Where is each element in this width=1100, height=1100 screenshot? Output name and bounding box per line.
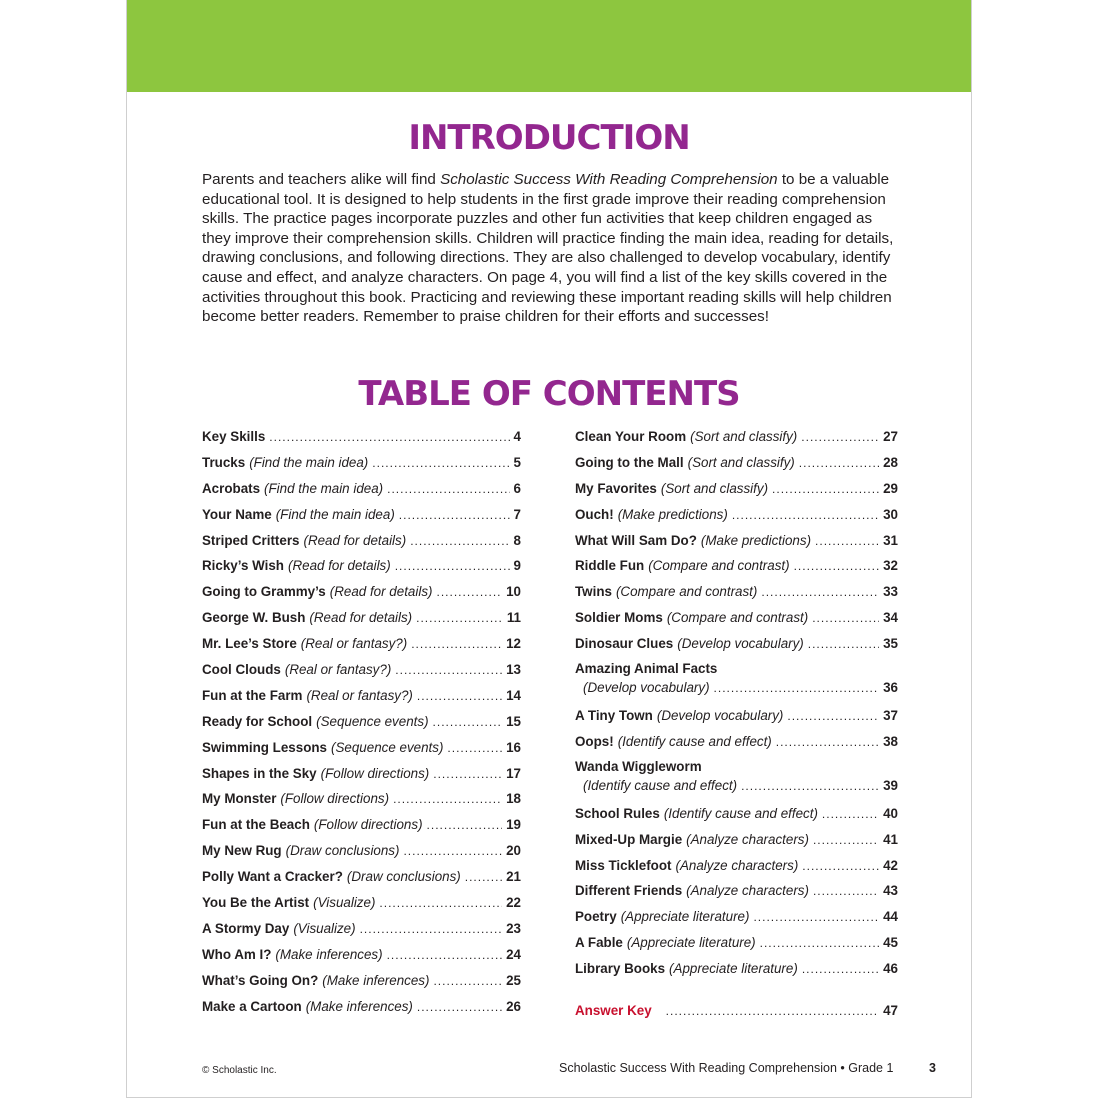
toc-leader-dots: [776, 730, 879, 756]
toc-leader-dots: [379, 891, 502, 917]
toc-entry-title: Miss Ticklefoot: [575, 857, 672, 873]
toc-entry: [575, 904, 898, 930]
toc-entry: [202, 657, 521, 683]
toc-entry-title: Going to the Mall: [575, 454, 684, 470]
toc-entry-line: [202, 528, 521, 554]
toc-entry-line: [575, 878, 898, 904]
toc-entry-line: [202, 631, 521, 657]
toc-entry-title: Ready for School: [202, 713, 313, 729]
toc-entry: [575, 528, 898, 554]
toc-leader-dots: [387, 943, 503, 969]
toc-entry-page: 6: [513, 480, 521, 496]
toc-entry-skill: (Develop vocabulary): [583, 680, 710, 696]
toc-leader-dots: [801, 425, 879, 451]
toc-entry-line: [202, 424, 521, 450]
toc-leader-dots: [417, 995, 502, 1021]
toc-entry-page: 22: [506, 895, 521, 911]
toc-entry-line: [202, 994, 521, 1020]
toc-entry: [202, 968, 521, 994]
toc-entry: [202, 890, 521, 916]
toc-entry-page: 23: [506, 920, 521, 936]
toc-entry-page: 41: [883, 831, 898, 847]
toc-leader-dots: [395, 554, 510, 580]
toc-entry-title: Riddle Fun: [575, 558, 645, 574]
toc-entry-line: [202, 864, 521, 890]
toc-leader-dots: [393, 787, 502, 813]
toc-entry: [575, 605, 898, 631]
toc-entry-page: 45: [883, 935, 898, 951]
toc-entry-title: George W. Bush: [202, 610, 306, 626]
toc-leader-dots: [387, 477, 509, 503]
toc-entry-skill: (Sequence events): [316, 713, 429, 729]
toc-entry-line: [202, 838, 521, 864]
header-bar: [127, 0, 971, 92]
toc-entry: [575, 703, 898, 729]
toc-entry: [202, 528, 521, 554]
toc-entry-page: 17: [506, 765, 521, 781]
toc-entry-skill: (Draw conclusions): [346, 869, 461, 885]
toc-entry-skill: (Draw conclusions): [285, 843, 400, 859]
toc-entry-skill: (Read for details): [303, 532, 407, 548]
toc-entry-line: [202, 657, 521, 683]
toc-leader-dots: [822, 802, 879, 828]
toc-entry-skill: (Read for details): [329, 584, 433, 600]
toc-leader-dots: [787, 704, 879, 730]
toc-entry-page: 27: [883, 429, 898, 444]
toc-entry: [202, 631, 521, 657]
toc-entry-line: [202, 890, 521, 916]
toc-leader-dots: [794, 554, 880, 580]
toc-entry-page: 38: [883, 733, 898, 749]
toc-entry-line: [575, 904, 898, 930]
toc-entry-line: [575, 424, 898, 450]
toc-entry-skill: (Make inferences): [305, 998, 413, 1014]
toc-entry-skill: (Find the main idea): [275, 506, 395, 522]
toc-leader-dots: [761, 580, 879, 606]
toc-leader-dots: [399, 503, 510, 529]
toc-entry-skill: (Visualize): [293, 920, 356, 936]
toc-entry-title: Make a Cartoon: [202, 998, 302, 1014]
toc-entry-title: Mixed-Up Margie: [575, 831, 683, 847]
toc-entry-page: 44: [883, 909, 898, 925]
toc-entry-line: [575, 827, 898, 853]
table-of-contents-heading: TABLE OF CONTENTS: [358, 374, 740, 414]
toc-entry: [202, 864, 521, 890]
toc-entry-skill: (Read for details): [288, 558, 391, 574]
toc-entry-title: A Fable: [575, 935, 623, 951]
toc-entry-line: [575, 930, 898, 956]
toc-entry-page: 12: [506, 636, 521, 652]
toc-entry-skill: (Appreciate literature): [620, 909, 750, 925]
toc-entry: [575, 729, 898, 755]
toc-entry-page: 26: [506, 998, 521, 1014]
toc-entry-page: 35: [883, 636, 898, 652]
toc-entry-line: [575, 476, 898, 502]
introduction-text: Parents and teachers alike will find Scholastic Success With Reading Comprehension to be a valuable educational tool. It is designed to help students in the first grade improve their reading comprehension skills. The practice pages incorporate puzzles and other fun activities that keep children engaged as they improve their comprehension skills. Children will practice finding the main idea, reading for details, drawing conclusions, and following directions. They are also challenged to develop vocabulary, identify cause and effect, and analyze characters. On page 4, you will find a list of the key skills covered in the activities throughout this book. Practicing and reviewing these important reading skills will help children become better readers. Remember to praise children for their efforts and successes!: [202, 171, 894, 326]
toc-entry-line: [575, 703, 898, 729]
toc-entry-line: [202, 502, 521, 528]
toc-entry-title: Acrobats: [202, 480, 261, 496]
toc-entry-skill: (Follow directions): [320, 765, 430, 781]
toc-entry-page: 33: [883, 584, 898, 600]
toc-entry: [575, 801, 898, 827]
toc-leader-dots: [808, 632, 879, 658]
toc-entry-skill: (Real or fantasy?): [300, 636, 408, 652]
toc-entry-page: 24: [506, 946, 521, 962]
toc-entry-line: [575, 956, 898, 982]
toc-entry: [575, 424, 898, 450]
toc-entry-line: [575, 776, 898, 795]
toc-entry-skill: (Develop vocabulary): [656, 708, 784, 724]
toc-leader-dots: [411, 632, 502, 658]
toc-entry-title: Oops!: [575, 733, 614, 749]
workbook-page: [126, 0, 972, 1098]
toc-entry: [202, 916, 521, 942]
toc-entry-title: You Be the Artist: [202, 895, 310, 911]
toc-entry-line: [202, 709, 521, 735]
introduction-heading: INTRODUCTION: [408, 118, 690, 158]
toc-entry-page: 28: [883, 454, 898, 470]
toc-entry: [575, 631, 898, 657]
toc-entry-title: Mr. Lee’s Store: [202, 636, 297, 652]
toc-entry: [202, 994, 521, 1020]
toc-leader-dots: [760, 931, 879, 957]
toc-entry-line: [202, 683, 521, 709]
toc-entry-page: 18: [506, 791, 521, 807]
toc-entry-line: [202, 786, 521, 812]
toc-leader-dots: [812, 606, 879, 632]
toc-entry-line: [575, 553, 898, 579]
toc-entry-page: 21: [506, 869, 521, 885]
toc-entry-page: 40: [883, 805, 898, 821]
toc-leader-dots: [433, 710, 503, 736]
toc-entry-title: Polly Want a Cracker?: [202, 869, 343, 885]
toc-entry-line: [202, 605, 521, 631]
toc-entry-line: [575, 757, 898, 776]
toc-entry-skill: (Identify cause and effect): [617, 733, 772, 749]
toc-entry-page: 10: [506, 584, 521, 600]
toc-entry-title: Amazing Animal Facts: [575, 661, 718, 677]
page-number: 3: [929, 1061, 936, 1075]
toc-entry-skill: (Make predictions): [700, 532, 812, 548]
toc-entry-skill: (Develop vocabulary): [677, 636, 804, 652]
toc-entry-line: [575, 853, 898, 879]
toc-entry-title: My Favorites: [575, 480, 657, 496]
toc-leader-dots: [372, 451, 509, 477]
toc-entry-line: [202, 812, 521, 838]
toc-entry: [202, 579, 521, 605]
toc-entry-line: [202, 476, 521, 502]
toc-leader-dots: [815, 529, 879, 555]
toc-entry: [575, 757, 898, 795]
toc-entry-title: Different Friends: [575, 883, 683, 899]
toc-entry: [202, 735, 521, 761]
toc-entry-line: [202, 942, 521, 968]
toc-entry-skill: (Sort and classify): [687, 454, 795, 470]
toc-entry-line: [575, 678, 898, 697]
book-title: Scholastic Success With Reading Comprehension: [440, 171, 778, 188]
toc-entry: [202, 502, 521, 528]
toc-leader-dots: [416, 606, 503, 632]
toc-leader-dots: [410, 529, 509, 555]
toc-leader-dots: [395, 658, 502, 684]
toc-entry-title: Ouch!: [575, 506, 614, 522]
toc-entry: [202, 683, 521, 709]
toc-entry-page: 25: [506, 972, 521, 988]
toc-entry-title: Poetry: [575, 909, 617, 925]
toc-entry-page: 32: [883, 558, 898, 574]
toc-entry-skill: (Appreciate literature): [626, 935, 756, 951]
toc-leader-dots: [360, 917, 503, 943]
toc-entry-page: 39: [883, 777, 898, 793]
toc-entry: [575, 930, 898, 956]
toc-entry-skill: (Compare and contrast): [615, 584, 758, 600]
toc-entry: [575, 956, 898, 982]
toc-entry-line: [575, 631, 898, 657]
toc-entry-skill: (Identify cause and effect): [583, 777, 738, 793]
toc-entry-skill: (Analyze characters): [675, 857, 799, 873]
toc-entry-line: [575, 729, 898, 755]
toc-entry-skill: (Compare and contrast): [648, 558, 790, 574]
toc-entry-skill: (Follow directions): [313, 817, 423, 833]
toc-left-column: [202, 424, 521, 1019]
toc-entry: [202, 553, 521, 579]
toc-entry-page: 42: [883, 857, 898, 873]
toc-entry-title: Key Skills: [202, 429, 266, 444]
toc-entry-line: [202, 553, 521, 579]
toc-leader-dots: [741, 777, 879, 796]
toc-leader-dots: [802, 957, 879, 983]
toc-leader-dots: [732, 503, 879, 529]
toc-leader-dots: [753, 905, 879, 931]
toc-entry-skill: (Read for details): [309, 610, 413, 626]
toc-entry-page: 30: [883, 506, 898, 522]
toc-entry-title: A Tiny Town: [575, 708, 653, 724]
toc-entry: [202, 424, 521, 450]
answer-key-entry: [575, 998, 898, 1024]
toc-entry: [202, 476, 521, 502]
toc-entry-title: Your Name: [202, 506, 272, 522]
toc-entry: [202, 812, 521, 838]
toc-entry-skill: (Real or fantasy?): [306, 687, 413, 703]
toc-entry-title: Who Am I?: [202, 946, 272, 962]
toc-entry-title: Shapes in the Sky: [202, 765, 317, 781]
toc-entry-title: Wanda Wiggleworm: [575, 758, 702, 774]
toc-entry-skill: (Compare and contrast): [666, 610, 809, 626]
toc-leader-dots: [802, 854, 879, 880]
toc-entry-line: [575, 659, 898, 678]
toc-leader-dots: [436, 580, 502, 606]
toc-entry-skill: (Sort and classify): [690, 429, 798, 444]
toc-leader-dots: [403, 839, 502, 865]
toc-entry-title: Fun at the Beach: [202, 817, 310, 833]
toc-entry: [575, 476, 898, 502]
toc-leader-dots: [465, 865, 502, 891]
toc-entry-skill: (Visualize): [313, 895, 376, 911]
answer-key-title: Answer Key: [575, 1003, 652, 1019]
answer-key-page: 47: [883, 1003, 898, 1019]
toc-leader-dots: [666, 999, 879, 1025]
toc-entry: [575, 659, 898, 697]
toc-entry: [575, 579, 898, 605]
toc-leader-dots: [447, 736, 502, 762]
toc-entry-line: [202, 735, 521, 761]
toc-entry-page: 4: [513, 429, 521, 444]
toc-entry-title: Going to Grammy’s: [202, 584, 326, 600]
toc-leader-dots: [433, 969, 502, 995]
toc-entry-title: School Rules: [575, 805, 660, 821]
toc-leader-dots: [813, 879, 879, 905]
toc-entry-page: 11: [506, 610, 521, 626]
toc-leader-dots: [714, 679, 880, 698]
toc-entry-line: [202, 579, 521, 605]
toc-entry-page: 15: [506, 713, 521, 729]
toc-leader-dots: [427, 813, 503, 839]
toc-entry-title: Trucks: [202, 454, 246, 470]
toc-leader-dots: [813, 828, 879, 854]
toc-entry-skill: (Real or fantasy?): [284, 662, 392, 678]
toc-entry: [202, 605, 521, 631]
toc-entry-skill: (Appreciate literature): [669, 961, 798, 977]
toc-entry-skill: (Make inferences): [322, 972, 430, 988]
toc-entry-title: Soldier Moms: [575, 610, 663, 626]
toc-entry-line: [202, 916, 521, 942]
toc-entry-title: Striped Critters: [202, 532, 300, 548]
toc-leader-dots: [433, 762, 502, 788]
toc-entry-page: 13: [506, 662, 521, 678]
toc-entry-page: 5: [513, 454, 521, 470]
toc-entry-skill: (Find the main idea): [249, 454, 369, 470]
toc-entry: [575, 553, 898, 579]
toc-entry-line: [575, 801, 898, 827]
toc-entry-title: My New Rug: [202, 843, 282, 859]
toc-entry-line: [202, 450, 521, 476]
toc-entry-title: Library Books: [575, 961, 666, 977]
toc-entry-title: What’s Going On?: [202, 972, 319, 988]
toc-leader-dots: [799, 451, 879, 477]
toc-entry-line: [575, 502, 898, 528]
toc-entry: [575, 853, 898, 879]
toc-entry-line: [202, 968, 521, 994]
toc-entry-title: Fun at the Farm: [202, 687, 303, 703]
toc-entry: [202, 709, 521, 735]
toc-entry-line: [575, 998, 898, 1024]
toc-entry-page: 20: [506, 843, 521, 859]
toc-entry: [202, 761, 521, 787]
toc-entry-skill: (Find the main idea): [264, 480, 384, 496]
toc-entry-title: Cool Clouds: [202, 662, 281, 678]
copyright: © Scholastic Inc.: [202, 1065, 277, 1076]
toc-entry-title: My Monster: [202, 791, 277, 807]
toc-entry-page: 29: [883, 480, 898, 496]
toc-entry-page: 37: [883, 708, 898, 724]
toc-entry-line: [575, 450, 898, 476]
toc-entry-line: [202, 761, 521, 787]
toc-entry-page: 36: [883, 680, 898, 696]
toc-entry-page: 8: [513, 532, 521, 548]
toc-entry-page: 9: [513, 558, 521, 574]
toc-entry: [575, 878, 898, 904]
toc-leader-dots: [269, 425, 509, 451]
toc-entry-page: 46: [883, 961, 898, 977]
toc-entry-skill: (Sort and classify): [660, 480, 769, 496]
toc-entry-title: Clean Your Room: [575, 429, 687, 444]
toc-entry: [202, 838, 521, 864]
toc-entry-line: [575, 579, 898, 605]
toc-entry-title: A Stormy Day: [202, 920, 290, 936]
toc-leader-dots: [417, 684, 502, 710]
toc-entry: [575, 502, 898, 528]
footer-book-title: Scholastic Success With Reading Comprehension • Grade 1: [559, 1061, 894, 1075]
toc-entry-title: Twins: [575, 584, 612, 600]
toc-entry-title: Ricky’s Wish: [202, 558, 284, 574]
toc-entry-skill: (Analyze characters): [686, 883, 809, 899]
toc-right-column: [575, 424, 898, 1024]
toc-entry: [202, 786, 521, 812]
toc-entry-skill: (Follow directions): [280, 791, 390, 807]
toc-entry-title: What Will Sam Do?: [575, 532, 697, 548]
toc-entry-page: 31: [883, 532, 898, 548]
toc-entry-page: 16: [506, 739, 521, 755]
toc-entry-skill: (Sequence events): [331, 739, 444, 755]
toc-entry: [202, 942, 521, 968]
toc-entry: [202, 450, 521, 476]
toc-entry: [575, 827, 898, 853]
toc-entry-page: 7: [513, 506, 521, 522]
toc-entry-skill: (Identify cause and effect): [663, 805, 818, 821]
toc-entry-skill: (Make inferences): [275, 946, 383, 962]
toc-entry-page: 34: [883, 610, 898, 626]
toc-entry-page: 14: [506, 687, 521, 703]
toc-leader-dots: [772, 477, 879, 503]
toc-entry-page: 19: [506, 817, 521, 833]
toc-entry-line: [575, 528, 898, 554]
toc-entry-skill: (Make predictions): [617, 506, 728, 522]
toc-entry-skill: (Analyze characters): [686, 831, 809, 847]
toc-entry-title: Dinosaur Clues: [575, 636, 674, 652]
toc-entry-title: Swimming Lessons: [202, 739, 328, 755]
toc-entry: [575, 450, 898, 476]
toc-entry-line: [575, 605, 898, 631]
toc-entry-page: 43: [883, 883, 898, 899]
